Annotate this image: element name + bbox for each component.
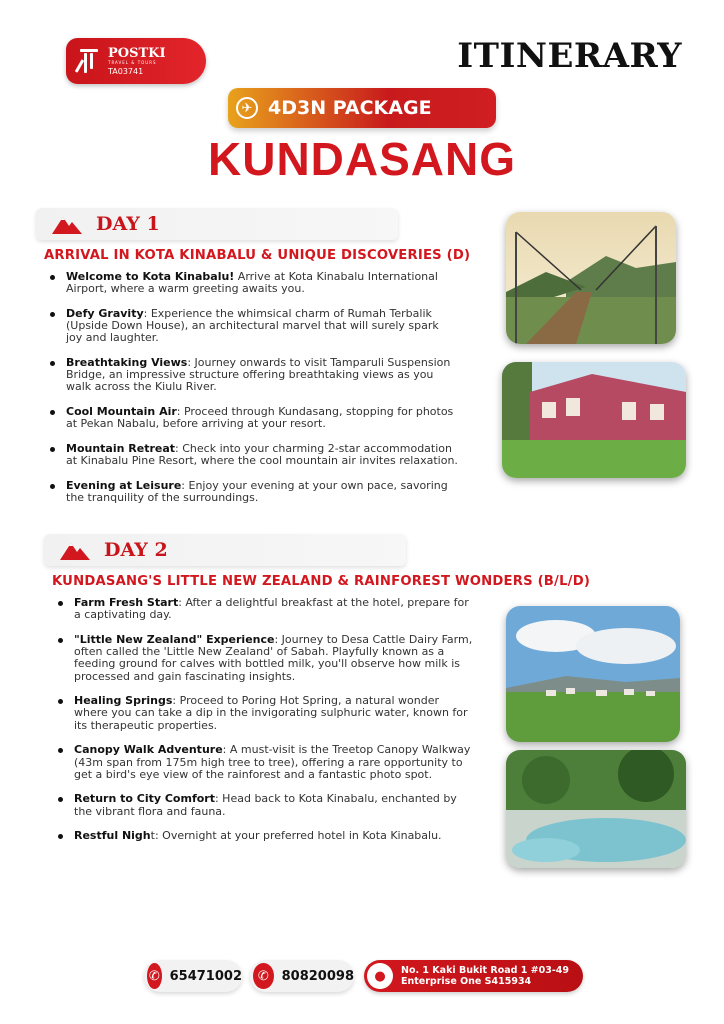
whatsapp-contact[interactable] bbox=[250, 960, 354, 992]
activity-item: Welcome to Kota Kinabalu! Arrive at Kota Kinabalu International Airport, where a warm greeting awaits you. bbox=[48, 271, 458, 295]
address-contact[interactable] bbox=[364, 960, 583, 992]
day-2-label: DAY 2 bbox=[104, 539, 168, 561]
mountain-icon bbox=[60, 540, 90, 560]
brand-logo bbox=[66, 38, 206, 84]
activity-item: Defy Gravity: Experience the whimsical charm of Rumah Terbalik (Upside Down House), an architectural marvel that will surely spark joy and laughter. bbox=[48, 308, 458, 345]
phone-contact[interactable] bbox=[144, 960, 242, 992]
activity-item: Restful Night: Overnight at your preferred hotel in Kota Kinabalu. bbox=[56, 830, 476, 842]
address-line-1: No. 1 Kaki Bukit Road 1 #03-49 bbox=[401, 965, 570, 976]
day-1-header bbox=[36, 208, 398, 240]
activity-item: Cool Mountain Air: Proceed through Kundasang, stopping for photos at Pekan Nabalu, before arriving at your resort. bbox=[48, 406, 458, 430]
day-1-subtitle: ARRIVAL IN KOTA KINABALU & UNIQUE DISCOVERIES (D) bbox=[44, 248, 471, 263]
activity-item: Return to City Comfort: Head back to Kota Kinabalu, enchanted by the vibrant flora and fauna. bbox=[56, 793, 476, 817]
day-1-label: DAY 1 bbox=[96, 213, 160, 235]
brand-name: POSTKI bbox=[108, 45, 166, 61]
phone-number: 65471002 bbox=[169, 968, 242, 984]
page-title: ITINERARY bbox=[457, 36, 682, 76]
suspension-bridge-photo bbox=[506, 212, 676, 344]
package-label: 4D3N PACKAGE bbox=[268, 97, 432, 119]
hot-spring-photo bbox=[506, 750, 686, 868]
activity-item: Canopy Walk Adventure: A must-visit is the Treetop Canopy Walkway (43m span from 175m high tree to tree), offering a rare opportunity to get a bird's eye view of the rainforest and a fantastic photo spot. bbox=[56, 744, 476, 781]
day-1-activity-list bbox=[48, 271, 458, 517]
logo-icon bbox=[76, 47, 102, 75]
activity-item: Farm Fresh Start: After a delightful breakfast at the hotel, prepare for a captivating day. bbox=[56, 597, 476, 621]
location-pin-icon: ● bbox=[367, 963, 393, 989]
activity-item: Mountain Retreat: Check into your charming 2-star accommodation at Kinabalu Pine Resort, where the cool mountain air invites relaxation. bbox=[48, 443, 458, 467]
day-2-header bbox=[44, 534, 406, 566]
activity-item: Healing Springs: Proceed to Poring Hot Spring, a natural wonder where you can take a dip in the invigorating sulphuric water, known for its therapeutic properties. bbox=[56, 695, 476, 732]
package-badge bbox=[228, 88, 496, 128]
brand-license: TA03741 bbox=[108, 66, 144, 76]
mountain-icon bbox=[52, 214, 82, 234]
day-2-subtitle: KUNDASANG'S LITTLE NEW ZEALAND & RAINFOREST WONDERS (B/L/D) bbox=[52, 574, 591, 589]
activity-item: Breathtaking Views: Journey onwards to visit Tamparuli Suspension Bridge, an impressive structure offering breathtaking views as you walk across the Kiulu River. bbox=[48, 357, 458, 394]
brand-tagline: TRAVEL & TOURS bbox=[108, 59, 157, 65]
whatsapp-number: 80820098 bbox=[281, 968, 354, 984]
destination-title: KUNDASANG bbox=[208, 133, 516, 185]
plane-icon: ✈ bbox=[236, 97, 258, 119]
phone-icon: ✆ bbox=[147, 963, 162, 989]
activity-item: Evening at Leisure: Enjoy your evening at your own pace, savoring the tranquility of the surroundings. bbox=[48, 480, 458, 504]
contact-footer bbox=[144, 960, 584, 992]
address-line-2: Enterprise One S415934 bbox=[401, 976, 532, 987]
activity-item: "Little New Zealand" Experience: Journey to Desa Cattle Dairy Farm, often called the 'Little New Zealand' of Sabah. Playfully known as a feeding ground for calves with bottled milk, you'll observe how milk is processed and gain fascinating insights. bbox=[56, 634, 476, 683]
whatsapp-icon: ✆ bbox=[253, 963, 274, 989]
day-2-activity-list bbox=[56, 597, 476, 855]
upside-down-house-photo bbox=[502, 362, 686, 478]
dairy-farm-photo bbox=[506, 606, 680, 742]
